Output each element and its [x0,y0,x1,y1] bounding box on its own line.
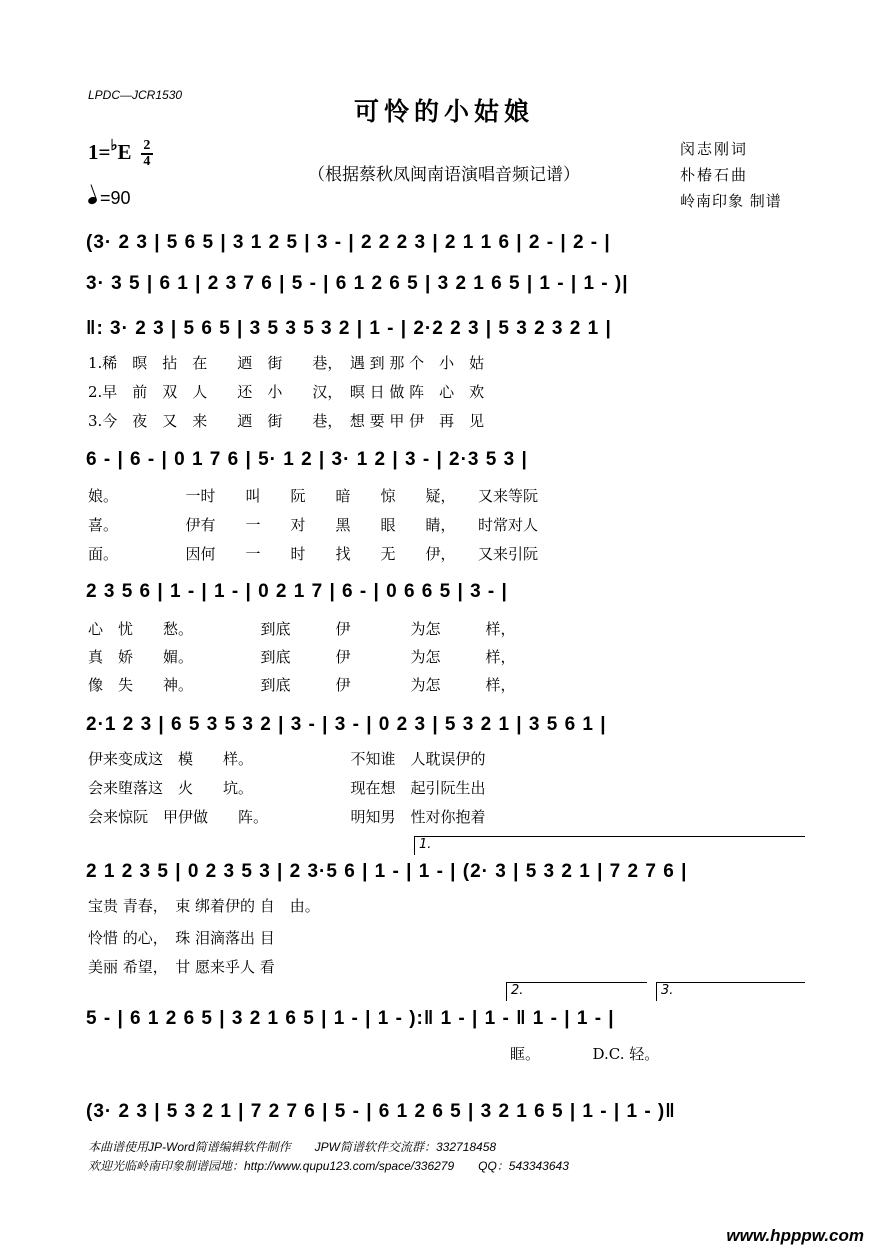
staff-line-3: ‖: 3· 2 3 | 5 6 5 | 3 5 3 5 3 2 | 1 - | 2·2 2 3 | 5 3 2 3 2 1 | [86,318,612,339]
staff-line-5: 2 3 5 6 | 1 - | 1 - | 0 2 1 7 | 6 - | 0 6 6 5 | 3 - | [86,581,508,602]
lyric-line: 像 失 神。 到底 伊 为怎 样， [88,676,516,694]
volta-3: 3. [656,982,805,1001]
flat-sign: ♭ [110,138,118,154]
volta-1: 1. [414,836,805,855]
lyric-line: 心 忧 愁。 到底 伊 为怎 样， [88,620,516,638]
watermark-site: www.hpppw.com [726,1226,864,1245]
time-bottom: 4 [143,154,151,170]
lyric-line: 娘。 一时 叫 阮 暗 惊 疑， 又来等阮 [88,487,539,505]
lyric-line: 怜惜 的心， 珠 泪滴落出 目 [88,929,275,947]
key-note: E [117,140,132,164]
song-title: 可怜的小姑娘 [353,97,534,126]
composer: 朴椿石曲 [680,166,749,184]
lyric-line: 宝贵 青春， 束 绑着伊的 自 由。 [88,897,320,915]
lyric-line: 真 娇 媚。 到底 伊 为怎 样， [88,648,516,666]
staff-line-1: (3· 2 3 | 5 6 5 | 3 1 2 5 | 3 - | 2 2 2 3 | 2 1 1 6 | 2 - | 2 - | [86,232,611,253]
tempo-value: =90 [100,188,131,208]
lyric-line: 3.今 夜 又 来 迺 街 巷， 想 要 甲 伊 再 见 [88,412,485,430]
lyric-line: 2.早 前 双 人 还 小 汉， 暝 日 做 阵 心 欢 [88,383,485,401]
volta-2: 2. [506,982,647,1001]
lyricist: 闵志刚词 [680,140,749,158]
lyric-line: 美丽 希望， 甘 愿来乎人 看 [88,958,275,976]
staff-line-7: 2 1 2 3 5 | 0 2 3 5 3 | 2 3·5 6 | 1 - | 1 - | (2· 3 | 5 3 2 1 | 7 2 7 6 | [86,861,688,882]
lyric-line: 会来惊阮 甲伊做 阵。 明知男 性对你抱着 [88,808,486,826]
staff-line-9: (3· 2 3 | 5 3 2 1 | 7 2 7 6 | 5 - | 6 1 2 6 5 | 3 2 1 6 5 | 1 - | 1 - )‖ [86,1101,676,1122]
staff-line-2: 3· 3 5 | 6 1 | 2 3 7 6 | 5 - | 6 1 2 6 5 | 3 2 1 6 5 | 1 - | 1 - )| [86,273,629,294]
staff-line-8: 5 - | 6 1 2 6 5 | 3 2 1 6 5 | 1 - | 1 - ):‖ 1 - | 1 - ‖ 1 - | 1 - | [86,1008,615,1029]
staff-line-6: 2·1 2 3 | 6 5 3 5 3 2 | 3 - | 3 - | 0 2 3 | 5 3 2 1 | 3 5 6 1 | [86,714,607,735]
score-code: LPDC—JCR1530 [88,88,183,102]
arranger: 岭南印象 制谱 [680,192,782,210]
lyric-line: 面。 因何 一 时 找 无 伊， 又来引阮 [88,545,539,563]
subtitle: （根据蔡秋凤闽南语演唱音频记谱） [308,165,580,185]
lyric-line: 伊来变成这 模 样。 不知谁 人耽误伊的 [88,750,486,768]
footer-line-2: 欢迎光临岭南印象制谱园地：http://www.qupu123.com/space/336279 QQ：543343643 [88,1159,569,1173]
footer-line-1: 本曲谱使用JP-Word简谱编辑软件制作 JPW简谱软件交流群：332718458 [88,1140,497,1154]
lyric-line-ending: 眶。 D.C. 轻。 [510,1045,660,1063]
staff-line-4: 6 - | 6 - | 0 1 7 6 | 5· 1 2 | 3· 1 2 | 3 - | 2·3 5 3 | [86,449,528,470]
lyric-line: 1.稀 暝 拈 在 迺 街 巷， 遇 到 那 个 小 姑 [88,354,485,372]
key-prefix: 1= [88,140,111,164]
quarter-note-icon [87,196,98,206]
lyric-line: 喜。 伊有 一 对 黑 眼 睛， 时常对人 [88,516,539,534]
tempo-marking [88,188,131,209]
lyric-line: 会来堕落这 火 坑。 现在想 起引阮生出 [88,779,486,797]
time-top: 2 [143,138,151,154]
